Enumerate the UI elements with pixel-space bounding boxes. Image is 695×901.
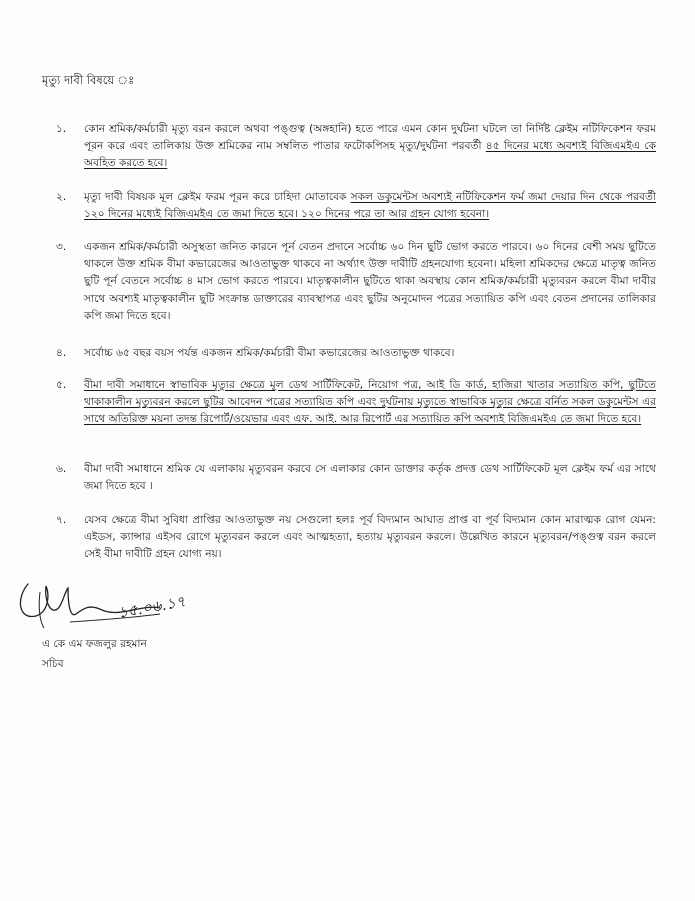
item-text-underlined: সকল ডকুমেন্টস অবশ্যই নটিফিকেশন ফর্ম জমা দেয়ার দিন থেকে পরবর্তী ১২০ দিনের মধ্যেই বিজিএমইএ তে জমা দিতে হবে। ১২০ দিনের পরে তা আর গ্রহন যোগ্য হবেনা। xyxy=(84,191,656,221)
item-text-plain: বীমা দাবী সমাধানে শ্রমিক যে এলাকায় মৃত্যুবরন করবে সে এলাকার কোন ডাক্তার কর্তৃক প্রদত্ত ডেথ সার্টিফিকেট মূল ক্লেইম ফর্ম এর সাথে জমা দিতে হবে । xyxy=(84,463,656,493)
item-text xyxy=(84,377,656,429)
signatory-name: এ কে এম ফজলুর রহমান xyxy=(42,638,147,650)
item-text xyxy=(84,121,656,173)
item-text xyxy=(84,461,656,495)
item-number: ১. xyxy=(56,123,67,135)
item-number: ৫. xyxy=(56,379,67,391)
item-number: ৩. xyxy=(56,241,67,253)
item-number: ২. xyxy=(56,191,67,203)
item-number: ৬. xyxy=(56,463,67,475)
item-text-plain: কোন শ্রমিক/কর্মচারী মৃত্যু বরন করলে অথবা পঙ্গুত্ব (অঙ্গহানি) হতে পারে এমন কোন দুর্ঘটনা ঘটলে তা নির্দিষ্ট ক্লেইম নটিফিকেশন ফরম পূরন করে এবং তালিকায় উক্ত শ্রমিকের নাম সম্বলিত পাতার ফটোকপিসহ মৃত্যু/দুর্ঘটনা পরবর্তী xyxy=(84,123,656,153)
list-item-2 xyxy=(56,189,656,223)
item-text xyxy=(84,239,656,325)
item-text-plain: যেসব ক্ষেত্রে বীমা সুবিধা প্রাপ্তির আওতাভুক্ত নয় সেগুলো হলঃ পূর্ব বিদ্যমান আঘাত প্রাপ্ত বা পূর্ব বিদ্যমান কোন মারাত্মক রোগ যেমন: এইডস, ক্যান্সার এইসব রোগে মৃত্যুবরন করলে এবং আত্মহত্যা, হত্যায় মৃত্যুবরন করলে। উল্লেখিত কারনে মৃত্যুবরন/পঙ্গুত্ব বরন করলে সেই বীমা দাবীটি গ্রহন যোগ্য নয়। xyxy=(84,514,656,561)
item-text xyxy=(84,345,656,362)
list-item-6 xyxy=(56,461,656,495)
item-text-plain: সর্বোচ্চ ৬৫ বছর বয়স পর্যন্ত একজন শ্রমিক/কর্মচারী বীমা কভারেজের আওতাভুক্ত থাকবে। xyxy=(84,347,455,359)
list-item-5 xyxy=(56,377,656,429)
item-number: ৭. xyxy=(56,514,67,526)
item-text-plain: একজন শ্রমিক/কর্মচারী অসুস্থতা জনিত কারনে পূর্ন বেতন প্রদানে সর্বোচ্চ ৬০ দিন ছুটি ভোগ করতে পারবে। ৬০ দিনের বেশী সময় ছুটিতে থাকলে উক্ত শ্রমিক বীমা কভারেজের আওতাভুক্ত থাকবে না অর্থ্যাৎ উক্ত দাবীটি গ্রহনযোগ্য হবেনা। মহিলা শ্রমিকদের ক্ষেত্রে মাতৃত্ব জনিত ছুটি পূর্ন বেতনে সর্বোচ্চ ৪ মাস ভোগ করতে পারবে। মাতৃত্বকালীন ছুটিতে থাকা অবস্থায় কোন শ্রমিক/কর্মচারী মৃত্যুবরন করলে বীমা দাবীর সাথে অবশ্যই মাতৃত্বকালীন ছুটি সংক্রান্ত ডাক্তারের ব্যাবস্থাপত্র এবং ছুটির অনুমোদন পত্রের সত্যায়িত কপি এবং বেতন প্রদানের তালিকার কপি জমা দিতে হবে। xyxy=(84,241,656,322)
signature-date: ১৫.০৬.১৭ xyxy=(116,592,187,622)
item-text-underlined: বীমা দাবী সমাধানে স্বাভাবিক মৃত্যুর ক্ষেত্রে মূল ডেথ সার্টিফিকেট, নিয়োগ পত্র, আই ডি কার্ড, হাজিরা খাতার সত্যায়িত কপি, ছুটিতে থাকাকালীন মৃত্যুবরন করলে ছুটির আবেদন পত্রের সত্যায়িত কপি এবং দুর্ঘটনায় মৃত্যুতে স্বাভাবিক মৃত্যুর ক্ষেত্রে বর্নিত সকল ডকুমেন্টস এর সাথে অতিরিক্ত ময়না তদন্ত রিপোর্ট/ওয়েভার এবং এফ. আই. আর রিপোর্ট এর সত্যায়িত কপি অবশ্যই বিজিএমইএ তে জমা দিতে হবে। xyxy=(84,379,656,426)
item-text xyxy=(84,512,656,564)
list-item-7 xyxy=(56,512,656,564)
item-text-plain: মৃত্যু দাবী বিষয়ক মূল ক্লেইম ফরম পূরন করে চাহিদা মোতাবেক xyxy=(84,191,351,203)
item-text xyxy=(84,189,656,223)
signatory-title: সচিব xyxy=(42,658,64,670)
list-item-1 xyxy=(56,121,656,173)
list-item-3 xyxy=(56,239,656,325)
section-heading: মৃত্যু দাবী বিষয়ে ঃ xyxy=(42,73,135,87)
item-number: ৪. xyxy=(56,347,67,359)
item-text-underlined: ৪৫ দিনের মধ্যে অবশ্যই বিজিএমইএ কে অবহিত করতে হবে। xyxy=(84,140,656,170)
list-item-4 xyxy=(56,345,656,362)
